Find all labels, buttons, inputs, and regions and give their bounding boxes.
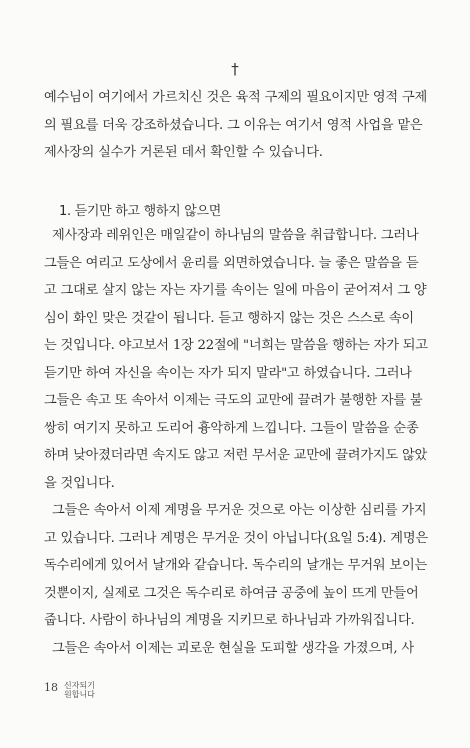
body-line: 줍니다. 사람이 하나님의 계명을 지키므로 하나님과 가까워집니다. <box>44 613 415 628</box>
intro-line: 제사장의 실수가 거론된 데서 확인할 수 있습니다. <box>44 145 323 160</box>
running-title-line: 신자되기 <box>64 681 95 690</box>
body-line: 그들은 속아서 이제는 괴로운 현실을 도피할 생각을 가졌으며, 사 <box>44 640 414 656</box>
running-title-line: 원합니다 <box>64 690 95 699</box>
body-line: 그들은 여리고 도상에서 윤리를 외면하였습니다. 늘 좋은 말씀을 듣 <box>44 255 419 271</box>
body-line: 것뿐이지, 실제로 그것은 독수리로 하여금 공중에 높이 뜨게 만들어 <box>44 585 419 601</box>
cross-ornament: † <box>231 60 239 78</box>
body-line: 그들은 속고 또 속아서 이제는 극도의 교만에 끌려가 불행한 자를 불 <box>44 393 423 408</box>
body-line: 고 그대로 살지 않는 자는 자기를 속이는 일에 마음이 굳어져서 그 양 <box>44 283 427 298</box>
body-line: 제사장과 레위인은 매일같이 하나님의 말씀을 취급합니다. 그러나 <box>44 228 419 243</box>
body-line: 그들은 속아서 이제 계명을 무거운 것으로 아는 이상한 심리를 가지 <box>44 503 427 518</box>
section-body <box>44 222 434 662</box>
body-line: 는 것입니다. 야고보서 1장 22절에 "너희는 말씀을 행하는 자가 되고 <box>44 338 428 353</box>
page-footer <box>44 681 95 699</box>
intro-paragraph <box>44 84 434 167</box>
page-number: 18 <box>44 681 58 694</box>
running-title <box>64 681 95 699</box>
body-line: 심이 화인 맞은 것같이 됩니다. 듣고 행하지 않는 것은 스스로 속이 <box>44 310 414 326</box>
body-line: 고 있습니다. 그러나 계명은 무거운 것이 아닙니다(요일 5:4). 계명은 <box>44 530 428 546</box>
intro-line: 의 필요를 더욱 강조하셨습니다. 그 이유는 여기서 영적 사업을 맡은 <box>44 117 423 133</box>
body-line: 독수리에게 있어서 날개와 같습니다. 독수리의 날개는 무거워 보이는 <box>44 558 428 573</box>
body-line: 하며 낮아졌더라면 속지도 않고 저런 무서운 교만에 끌려가지도 않았 <box>44 448 428 463</box>
body-line: 듣기만 하여 자신을 속이는 자가 되지 말라"고 하였습니다. 그러나 <box>44 365 412 381</box>
body-line: 쌍히 여기지 못하고 도리어 흉악하게 느낍니다. 그들이 말씀을 순종 <box>44 420 419 436</box>
section-heading: 1. 듣기만 하고 행하지 않으면 <box>59 204 221 219</box>
body-line: 을 것입니다. <box>44 475 115 491</box>
intro-line: 예수님이 여기에서 가르치신 것은 육적 구제의 필요이지만 영적 구제 <box>44 90 428 105</box>
